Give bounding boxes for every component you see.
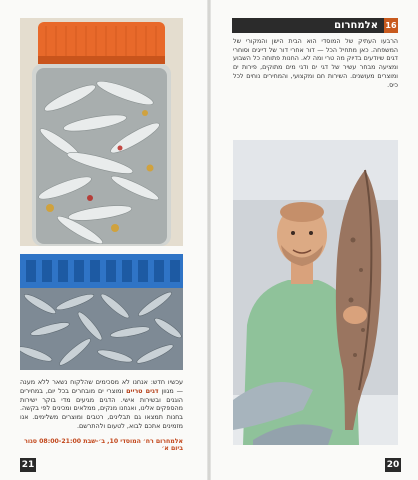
right-article-text: הרבעו העתיק של המוסדי הוא הבית הישן והמקורי של המשפחה. כאן מתחיל הכל — דור אחרי דור של דייגים וסוחרי דגים שיודעים בדיוק מה טרי ומה לא. החנות פתוחה כל השבוע ומציעה מבחר עשיר של דגי ים ודגי מים מתוקים, פירות ים ומוצרים מעושנים. השירות חם ומקצועי, והמחירים נוחים לכל כיס. [233,38,398,89]
left-caption-footer: אלמחרום רח׳ המוסדי 10, ב׳-שבת 08:00-21:00 סגור ביום א׳ [24,438,183,452]
left-caption-text: עכשיו חדש: אנחנו לא מסכימים שהלקוח נשאר ללא מענה — מגוון דגים טריים ומוצרי ים מובחרים בכל יום, במחירים הוגנים ובשירות אישי. הדגים מגיעים מדי בוקר ישירות מהספקים אלינו, ואנחנו מנקים, ממלאים ומכינים לפי בקשה. בחנות תמצאו גם תבלינים, רטבים ומוצרים משלימים. אנו מזמינים אתכם לבוא, לטעום ולהתרשם. [20,378,183,430]
page-fold [207,0,211,480]
section-title: אלמחרום [334,20,378,31]
section-number-badge: 16 [384,18,398,33]
fishmonger-illustration [233,140,398,445]
highlight-phrase: דגים טריים [126,386,159,395]
section-header-bar [232,18,398,33]
photo-jar-of-fish [20,18,183,246]
page-number-left: 21 [21,460,35,470]
crate-illustration [20,254,183,370]
page-number-right: 20 [386,460,400,470]
photo-fishmonger-holding-fish [233,140,398,445]
jar-illustration [20,18,183,246]
photo-crate-of-sardines [20,254,183,370]
